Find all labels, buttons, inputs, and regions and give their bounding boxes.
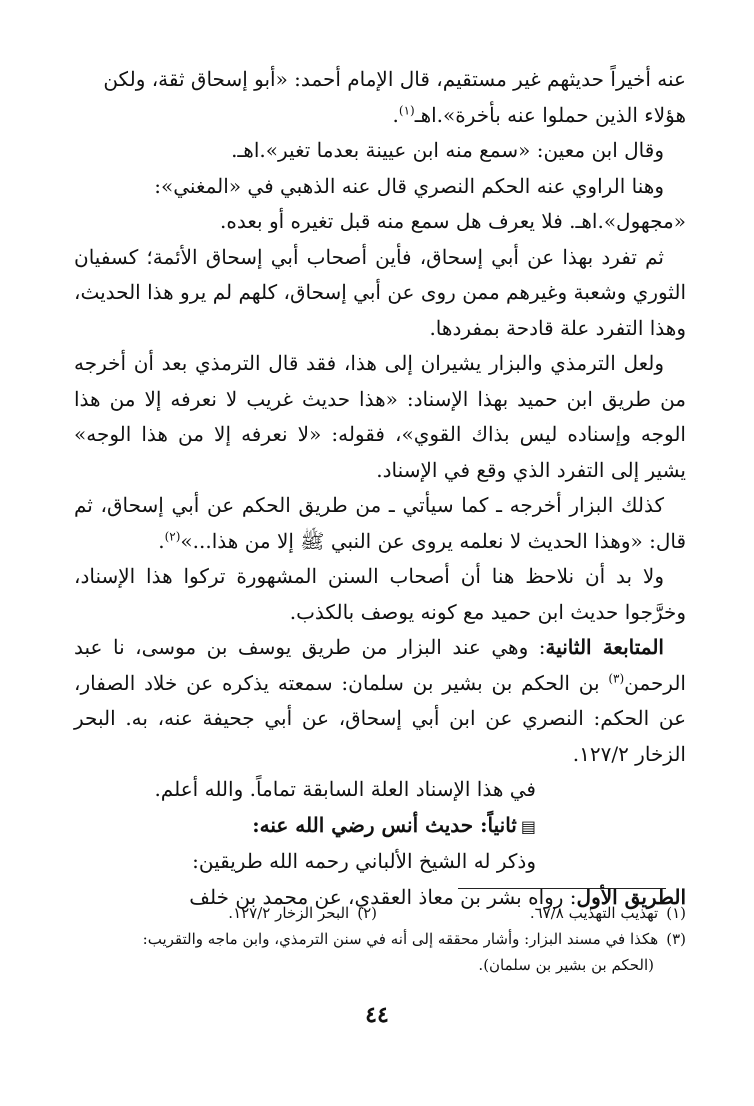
paragraph-8-text-rest: بن الحكم بن بشير بن سلمان: سمعته يذكره عن خلاد الصفار، عن الحكم: النصري عن ابن أبي إسحاق، عن أبي جحيفة عنه، به. البحر الزخار ١٢٧/٢. — [74, 670, 686, 766]
footnote-1-number: (١) — [666, 904, 686, 922]
footnote-2-number: (٢) — [357, 904, 377, 922]
footnote-separator — [458, 888, 666, 889]
footnote-3-number: (٣) — [666, 930, 686, 948]
footnote-3-continuation: (الحكم بن بشير بن سلمان). — [478, 956, 654, 974]
footnote-ref-3: (٣) — [608, 670, 625, 685]
section-heading-anas-hadith: ثانياً: حديث أنس رضي الله عنه: — [252, 812, 517, 837]
paragraph-8-text: : وهي عند البزار من طريق يوسف بن موسى، نا عبد الرحمن — [74, 635, 686, 695]
paragraph-8 — [74, 630, 686, 772]
main-text — [74, 62, 686, 915]
paragraph-7: ولا بد أن نلاحظ هنا أن أصحاب السنن المشهورة تركوا هذا الإسناد، وخرَّجوا حديث ابن حميد مع كونه يوصف بالكذب. — [74, 564, 686, 624]
paragraph-1-line-1: عنه أخيراً حديثهم غير مستقيم، قال الإمام أحمد: «أبو إسحاق ثقة، ولكن — [103, 67, 686, 91]
paragraph-6 — [74, 488, 686, 559]
paragraph-1-end: . — [392, 102, 399, 127]
paragraph-10 — [74, 808, 686, 845]
section-heading-first-route: الطريق الأول — [576, 884, 686, 909]
paragraph-6-text: كذلك البزار أخرجه ـ كما سيأتي ـ من طريق الحكم عن أبي إسحاق، ثم قال: «وهذا الحديث لا نعلمه يروى عن النبي ﷺ إلا من هذا...» — [74, 493, 686, 553]
paragraph-2: وقال ابن معين: «سمع منه ابن عيينة بعدما تغير».اهـ. — [231, 138, 664, 162]
footnote-ref-2: (٢) — [164, 528, 181, 543]
footnote-1 — [377, 900, 686, 926]
paragraph-1-line-2: هؤلاء الذين حملوا عنه بأخرة».اهـ — [414, 102, 686, 127]
paragraph-4: ثم تفرد بهذا عن أبي إسحاق، فأين أصحاب أبي إسحاق الأئمة؛ كسفيان الثوري وشعبة وغيرهم ممن روى عن أبي إسحاق، كلهم لم يرو هذا الحديث، وهذا التفرد علة قادحة بمفردها. — [74, 244, 686, 340]
paragraph-5: ولعل الترمذي والبزار يشيران إلى هذا، فقد قال الترمذي بعد أن أخرجه من طريق ابن حميد بهذا الإسناد: «هذا حديث غريب لا نعرفه إلا من هذا الوجه وإسناده ليس بذاك القوي»، فقوله: «لا نعرفه إلا من هذا الوجه» يشير إلى التفرد الذي وقع في الإسناد. — [74, 351, 687, 482]
section-marker-icon: ▤ — [520, 816, 536, 836]
paragraph-3-line-1: وهنا الراوي عنه الحكم النصري قال عنه الذهبي في «المغني»: — [154, 173, 664, 198]
paragraph-3 — [74, 169, 686, 240]
footnote-2 — [68, 900, 377, 926]
footnotes — [68, 900, 686, 978]
footnote-3 — [68, 926, 686, 952]
page-number: ٤٤ — [365, 1002, 389, 1028]
paragraph-3-line-2: «مجهول».اهـ. فلا يعرف هل سمع منه قبل تغيره أو بعده. — [220, 209, 686, 233]
footnote-row-1 — [68, 900, 686, 926]
footnote-2-text: البحر الزخار ١٢٧/٢. — [228, 904, 350, 922]
footnote-1-text: تهذيب التهذيب ٦٧/٨. — [529, 904, 659, 922]
footnote-ref-1: (١) — [398, 102, 415, 117]
footnote-3-text: هكذا في مسند البزار: وأشار محققه إلى أنه في سنن الترمذي، وابن ماجه والتقريب: — [142, 930, 659, 948]
paragraph-11: وذكر له الشيخ الألباني رحمه الله طريقين: — [192, 849, 536, 873]
paragraph-12-text: : رواه بشر بن معاذ العقدي، عن محمد بن خلف — [189, 884, 577, 909]
paragraph-1 — [74, 62, 686, 133]
paragraph-6-end: . — [158, 528, 165, 553]
paragraph-9: في هذا الإسناد العلة السابقة تماماً. والله أعلم. — [154, 777, 536, 801]
section-heading-second-follow-up: المتابعة الثانية — [545, 635, 664, 659]
